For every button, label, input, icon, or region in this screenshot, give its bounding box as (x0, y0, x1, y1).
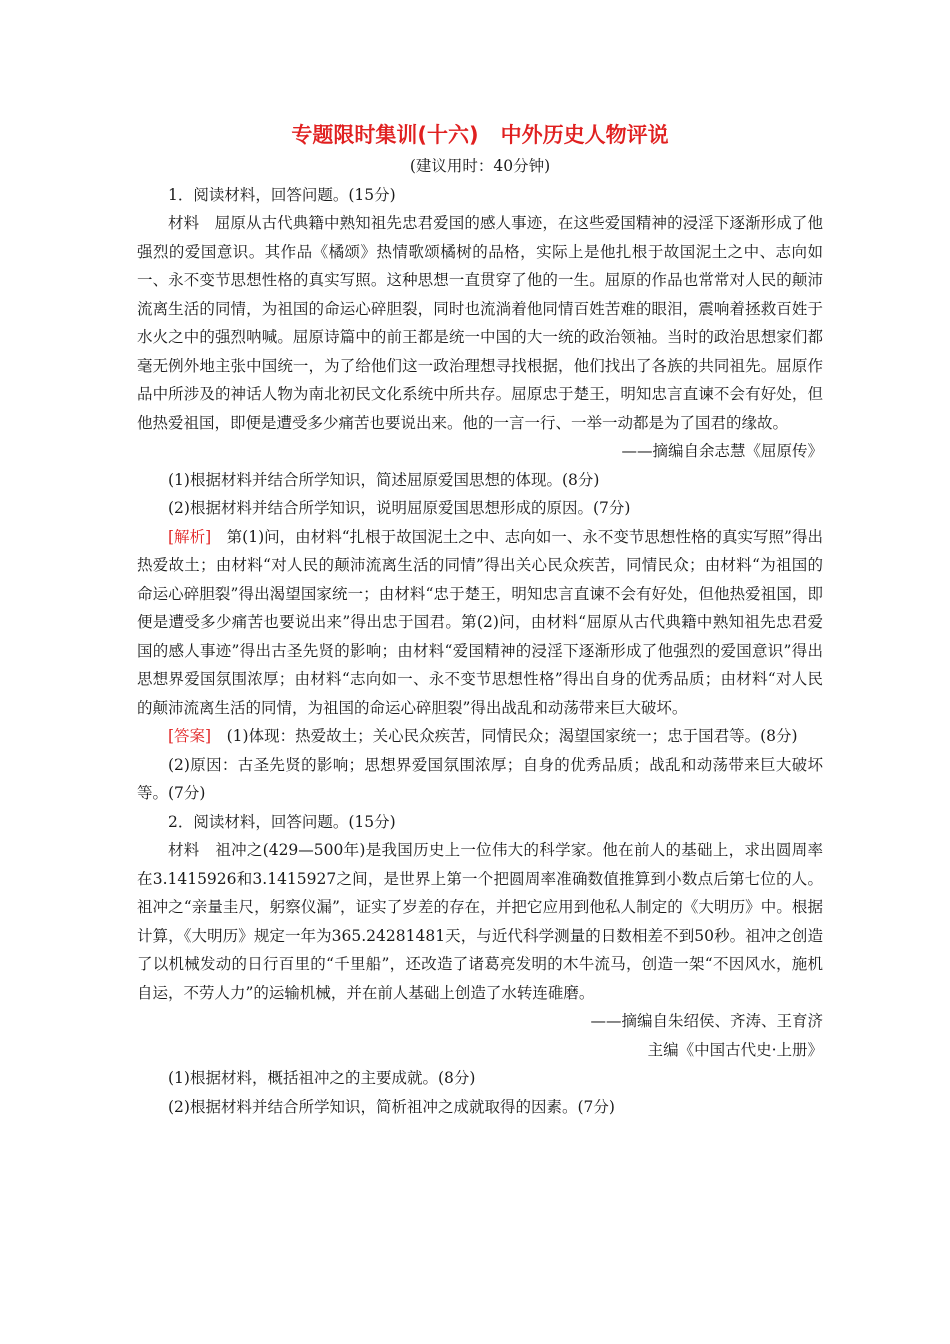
q1-material: 材料 屈原从古代典籍中熟知祖先忠君爱国的感人事迹，在这些爱国精神的浸淫下逐渐形成了他强烈的爱国意识。其作品《橘颂》热情歌颂橘树的品格，实际上是他扎根于故国泥土之中、志向如一、永不变节思想性格的真实写照。这种思想一直贯穿了他的一生。屈原的作品也常常对人民的颠沛流离生活的同情，为祖国的命运心碎胆裂，同时也流淌着他同情百姓苦难的眼泪，震响着拯救百姓于水火之中的强烈呐喊。屈原诗篇中的前王都是统一中国的大一统的政治领袖。当时的政治思想家们都毫无例外地主张中国统一，为了给他们这一政治理想寻找根据，他们找出了各族的共同祖先。屈原作品中所涉及的神话人物为南北初民文化系统中所共存。屈原忠于楚王，明知忠言直谏不会有好处，但他热爱祖国，即便是遭受多少痛苦也要说出来。他的一言一行、一举一动都是为了国君的缘故。 (137, 214, 823, 432)
document-title (137, 118, 823, 152)
q2-source-line1: ——摘编自朱绍侯、齐涛、王育济 (590, 1012, 823, 1030)
q1-subquestion-1: (1)根据材料并结合所学知识，简述屈原爱国思想的体现。(8分) (168, 470, 600, 489)
q1-answer-1 (137, 722, 823, 751)
answer-text-1: (1)体现：热爱故土；关心民众疾苦，同情民众；渴望国家统一；忠于国君等。(8分) (211, 727, 798, 745)
q2-subquestion-2: (2)根据材料并结合所学知识，简析祖冲之成就取得的因素。(7分) (168, 1097, 615, 1116)
answer-tag: [答案] (168, 727, 212, 745)
title-part1: 专题限时集训(十六) (291, 123, 479, 147)
analysis-tag: [解析] (168, 527, 212, 546)
q1-answer-2: (2)原因：古圣先贤的影响；思想界爱国氛围浓厚；自身的优秀品质；战乱和动荡带来巨大破坏等。(7分) (137, 755, 823, 802)
q1-source: ——摘编自余志慧《屈原传》 (621, 442, 823, 460)
q2-subquestion-1: (1)根据材料，概括祖冲之的主要成就。(8分) (168, 1069, 476, 1087)
suggested-time: (建议用时：40分钟) (409, 157, 551, 175)
q2-material: 材料 祖冲之(429—500年)是我国历史上一位伟大的科学家。他在前人的基础上，求出圆周率在3.1415926和3.1415927之间，是世界上第一个把圆周率准确数值推算到小数点后第七位的人。祖冲之“亲量圭尺，躬察仪漏”，证实了岁差的存在，并把它应用到他私人制定的《大明历》中。根据计算，《大明历》规定一年为365.24281481天，与近代科学测量的日数相差不到50秒。祖冲之创造了以机械发动的日行百里的“千里船”，还改造了诸葛亮发明的木牛流马，创造一架“不因风水，施机自运，不劳人力”的运输机械，并在前人基础上创造了水转连碓磨。 (137, 841, 823, 1002)
q1-header: 1．阅读材料，回答问题。(15分) (168, 185, 396, 204)
title-part2: 中外历史人物评说 (500, 123, 669, 147)
q2-source-line2: 主编《中国古代史·上册》 (647, 1040, 823, 1059)
q1-analysis (137, 523, 823, 723)
analysis-text: 第(1)问，由材料“扎根于故国泥土之中、志向如一、永不变节思想性格的真实写照”得出热爱故土；由材料“对人民的颠沛流离生活的同情”得出关心民众疾苦，同情民众；由材料“为祖国的命运心碎胆裂”得出渴望国家统一；由材料“忠于楚王，明知忠言直谏不会有好处，但他热爱祖国，即便是遭受多少痛苦也要说出来”得出忠于国君。第(2)问，由材料“屈原从古代典籍中熟知祖先忠君爱国的感人事迹”得出古圣先贤的影响；由材料“爱国精神的浸淫下逐渐形成了他强烈的爱国意识”得出思想界爱国氛围浓厚；由材料“志向如一、永不变节思想性格”得出自身的优秀品质；由材料“对人民的颠沛流离生活的同情，为祖国的命运心碎胆裂”得出战乱和动荡带来巨大破坏。 (137, 527, 823, 717)
q1-subquestion-2: (2)根据材料并结合所学知识，说明屈原爱国思想形成的原因。(7分) (168, 499, 631, 517)
document-page (137, 118, 823, 1121)
q2-header: 2．阅读材料，回答问题。(15分) (168, 812, 396, 831)
